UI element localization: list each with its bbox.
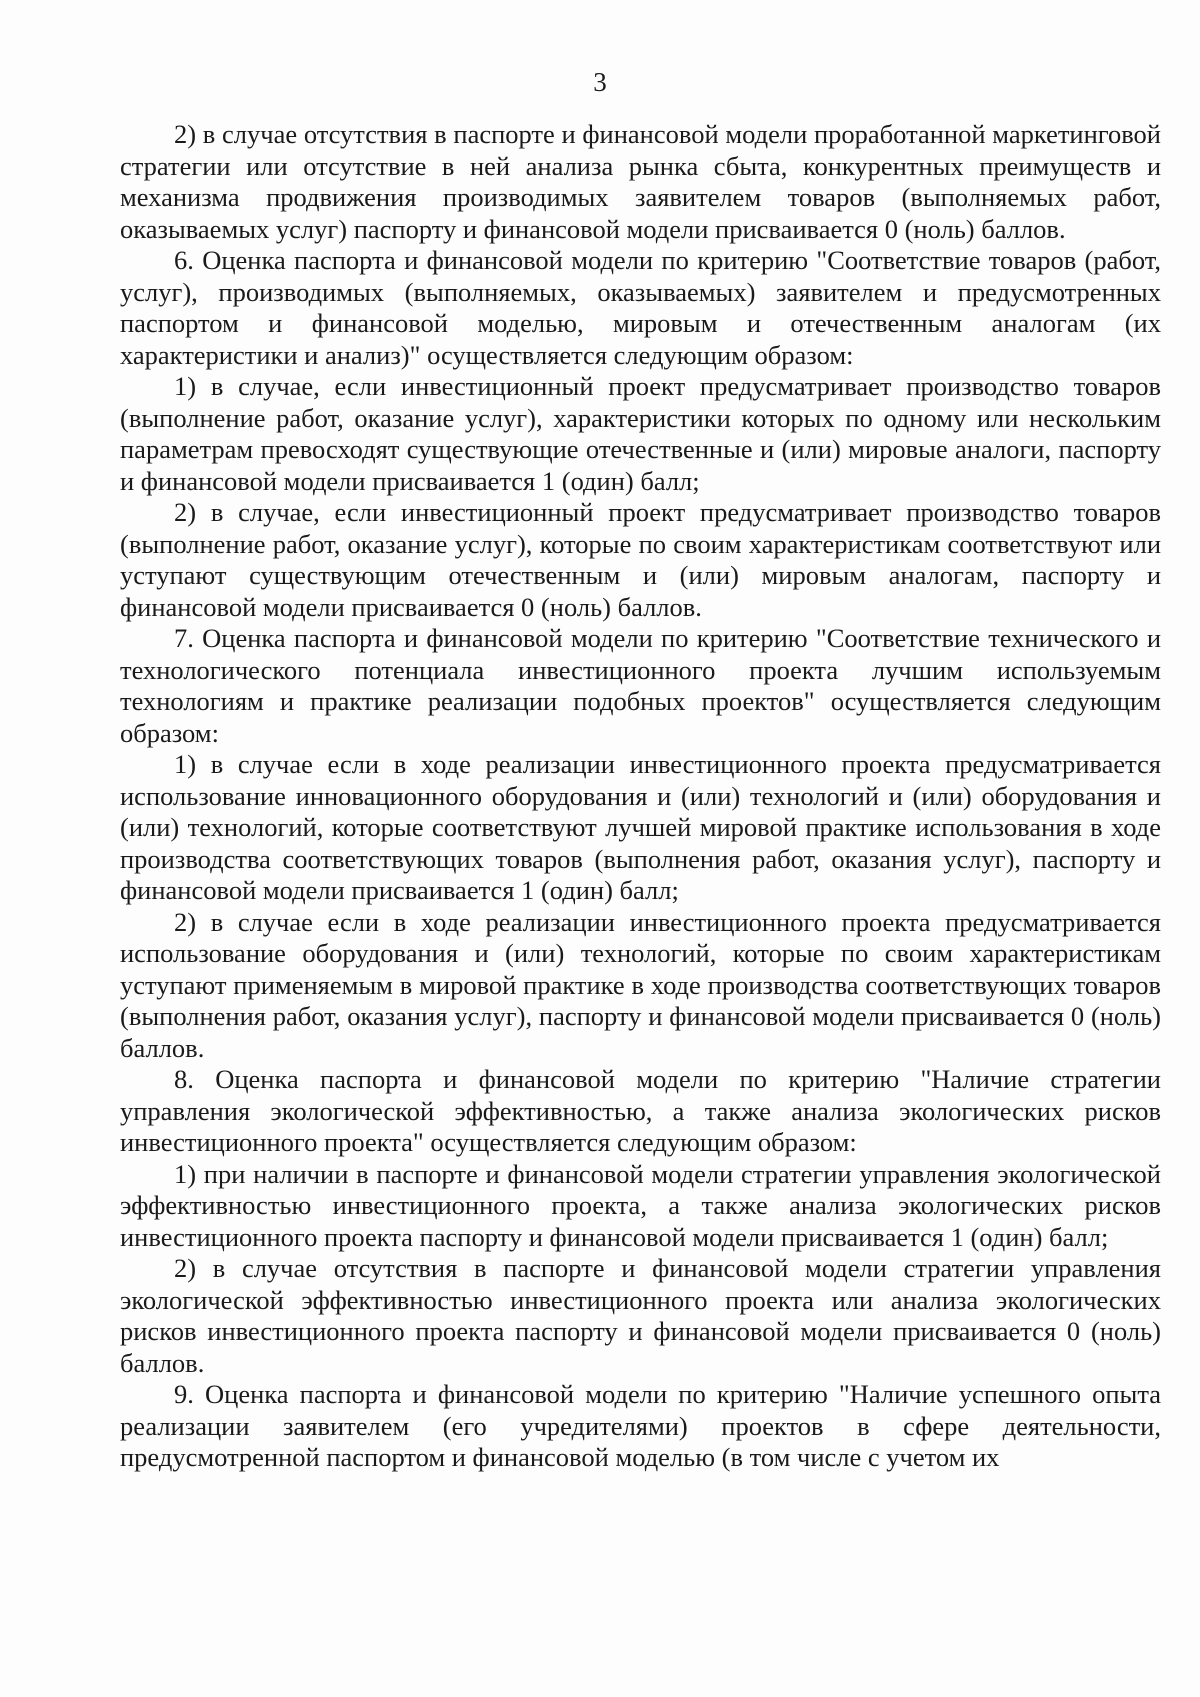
paragraph-5-2: 2) в случае отсутствия в паспорте и финансовой модели проработанной маркетинговой стратегии или отсутствие в ней анализа рынка сбыта, конкурентных преимуществ и механизма продвижения производимых заявителем товаров (выполняемых работ, оказываемых услуг) паспорту и финансовой модели присваивается 0 (ноль) баллов. bbox=[120, 119, 1161, 244]
paragraph-6-2: 2) в случае, если инвестиционный проект предусматривает производство товаров (выполнение работ, оказание услуг), которые по своим характеристикам соответствуют или уступают существующим отечественным и (или) мировым аналогам, паспорту и финансовой модели присваивается 0 (ноль) баллов. bbox=[120, 497, 1161, 622]
paragraph-8-2: 2) в случае отсутствия в паспорте и финансовой модели стратегии управления экологической эффективностью инвестиционного проекта или анализа экологических рисков инвестиционного проекта паспорту и финансовой модели присваивается 0 (ноль) баллов. bbox=[120, 1253, 1161, 1378]
paragraph-6: 6. Оценка паспорта и финансовой модели по критерию "Соответствие товаров (работ, услуг), производимых (выполняемых, оказываемых) заявителем и предусмотренных паспортом и финансовой моделью, мировым и отечественным аналогам (их характеристики и анализ)" осуществляется следующим образом: bbox=[120, 245, 1161, 370]
paragraph-7-1: 1) в случае если в ходе реализации инвестиционного проекта предусматривается использование инновационного оборудования и (или) технологий и (или) оборудования и (или) технологий, которые соответствуют лучшей мировой практике использования в ходе производства соответствующих товаров (выполнения работ, оказания услуг), паспорту и финансовой модели присваивается 1 (один) балл; bbox=[120, 749, 1161, 905]
paragraph-8-1: 1) при наличии в паспорте и финансовой модели стратегии управления экологической эффективностью инвестиционного проекта, а также анализа экологических рисков инвестиционного проекта паспорту и финансовой модели присваивается 1 (один) балл; bbox=[120, 1158, 1161, 1252]
paragraph-8: 8. Оценка паспорта и финансовой модели по критерию "Наличие стратегии управления экологической эффективностью, а также анализа экологических рисков инвестиционного проекта" осуществляется следующим образом: bbox=[120, 1064, 1161, 1157]
body-text bbox=[120, 119, 1161, 1474]
paragraph-7: 7. Оценка паспорта и финансовой модели по критерию "Соответствие технического и технологического потенциала инвестиционного проекта лучшим используемым технологиям и практике реализации подобных проектов" осуществляется следующим образом: bbox=[120, 623, 1161, 748]
paragraph-9: 9. Оценка паспорта и финансовой модели по критерию "Наличие успешного опыта реализации заявителем (его учредителями) проектов в сфере деятельности, предусмотренной паспортом и финансовой моделью (в том числе с учетом их bbox=[120, 1379, 1161, 1472]
paragraph-6-1: 1) в случае, если инвестиционный проект предусматривает производство товаров (выполнение работ, оказание услуг), характеристики которых по одному или нескольким параметрам превосходят существующие отечественные и (или) мировые аналоги, паспорту и финансовой модели присваивается 1 (один) балл; bbox=[120, 371, 1161, 496]
page-number: 3 bbox=[593, 67, 607, 97]
paragraph-7-2: 2) в случае если в ходе реализации инвестиционного проекта предусматривается использование оборудования и (или) технологий, которые по своим характеристикам уступают применяемым в мировой практике в ходе производства соответствующих товаров (выполнения работ, оказания услуг), паспорту и финансовой модели присваивается 0 (ноль) баллов. bbox=[120, 906, 1161, 1063]
